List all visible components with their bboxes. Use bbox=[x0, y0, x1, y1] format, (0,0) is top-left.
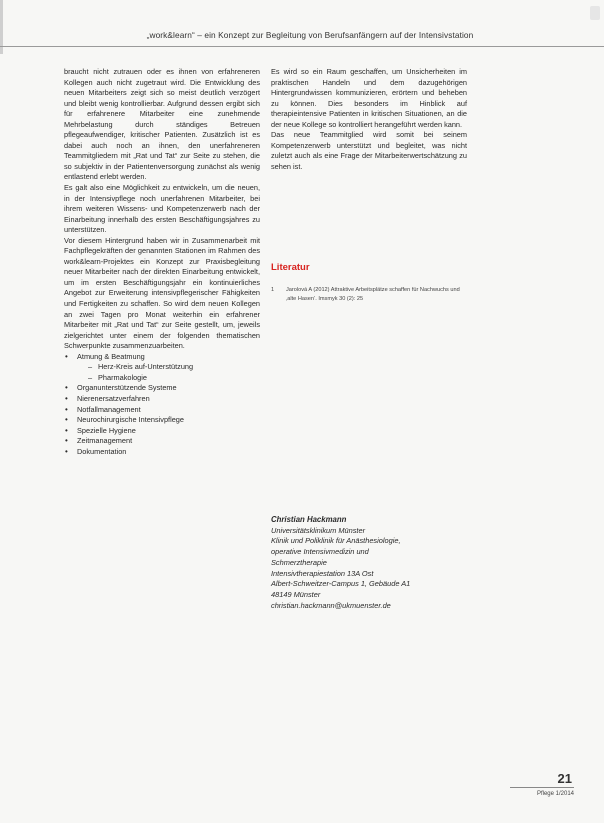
list-item bbox=[64, 352, 260, 384]
author-affiliation-line: Intensivtherapiestation 13A Ost bbox=[271, 568, 374, 578]
left-column bbox=[64, 67, 260, 457]
left-paragraph-1: braucht nicht zutrauen oder es ihnen von erfahreneren Kollegen auch nicht zugetraut wird. Die Entwicklung des neuen Mitarbeiters zeigt sich so meist deutlich verzögert und bleibt wenig kontrollierbar. Aufgrund dessen ergibt sich für erfahrenere Mitarbeiter eine zunehmende Mehrbelastung durch ständiges Betreuen pflegeaufwendiger, kritischer Patienten. Zusätzlich ist es dabei auch noch an ihnen, den unerfahreneren Teammitgliedern mit „Rat und Tat“ zur Seite zu stehen, die so subjektiv in der Patientenversorgung zunächst als wenig entlastend erlebt werden. bbox=[64, 67, 260, 182]
list-item: • Neurochirurgische Intensivpflege bbox=[64, 415, 260, 426]
author-affiliation-line: operative Intensivmedizin und bbox=[271, 547, 369, 557]
topic-list bbox=[64, 352, 260, 457]
author-affiliation-line: Klinik und Poliklinik für Anästhesiologie, bbox=[271, 536, 401, 546]
right-paragraph-1: Es wird so ein Raum geschaffen, um Unsicherheiten im praktischen Handeln und dem dazugehörigen Hintergrundwissen kommunizieren, erörtern und beheben zu können. Dies besonders im Hinblick auf therapieintensive Patienten in kritischen Situationen, an die der neue Kollege so kontrolliert herangeführt werden kann. bbox=[271, 67, 467, 129]
right-column bbox=[271, 67, 467, 172]
reference-number: 1 bbox=[271, 287, 275, 293]
sub-list-item: – Herz-Kreis auf-Unterstützung bbox=[77, 362, 260, 373]
author-address-line: Albert-Schweitzer-Campus 1, Gebäude A1 bbox=[271, 579, 411, 589]
sub-list bbox=[77, 362, 260, 383]
left-paragraph-2: Es galt also eine Möglichkeit zu entwickeln, um die neuen, in der Intensivpflege noch unerfahrenen Mitarbeiter, bei ihrem weiteren Wissens- und Kompetenzerwerb nach der Einarbeitung innerhalb des ersten Beschäftigungsjahres zu unterstützen. bbox=[64, 183, 260, 235]
author-block bbox=[271, 515, 481, 611]
reference-text: Jarolová A (2012) Attraktive Arbeitsplätze schaffen für Nachwuchs und ‚alte Hasen‘. Imsmyk 30 (2): 25 bbox=[286, 287, 460, 302]
page-number-rule bbox=[510, 787, 574, 788]
author-address-line: 48149 Münster bbox=[271, 589, 321, 599]
scan-corner-mark bbox=[590, 6, 600, 20]
author-affiliation-line: Universitätsklinikum Münster bbox=[271, 525, 366, 535]
list-item: • Zeitmanagement bbox=[64, 436, 260, 447]
list-item-label: Atmung & Beatmung bbox=[77, 351, 145, 361]
right-paragraph-2: Das neue Teammitglied wird somit bei seinem Kompetenzerwerb unterstützt und begleitet, was nicht zuletzt auch als eine Frage der Mitarbeiterwertschätzung zu sehen ist. bbox=[271, 130, 467, 171]
header-rule bbox=[0, 46, 604, 47]
literature-heading: Literatur bbox=[271, 262, 310, 273]
author-email[interactable]: christian.hackmann@ukmuenster.de bbox=[271, 600, 391, 610]
list-item: • Notfallmanagement bbox=[64, 405, 260, 416]
author-affiliation-line: Schmerztherapie bbox=[271, 557, 327, 567]
list-item: • Nierenersatzverfahren bbox=[64, 394, 260, 405]
journal-issue: Pflege 1/2014 bbox=[536, 791, 574, 797]
sub-list-item: – Pharmakologie bbox=[77, 373, 260, 384]
page-number: 21 bbox=[557, 771, 572, 786]
literature-reference bbox=[271, 286, 471, 303]
list-item: • Organunterstützende Systeme bbox=[64, 383, 260, 394]
running-header: „work&learn“ – ein Konzept zur Begleitung von Berufsanfängern auf der Intensivstation bbox=[146, 30, 474, 40]
left-paragraph-3: Vor diesem Hintergrund haben wir in Zusammenarbeit mit Fachpflegekräften der genannten Stationen im Rahmen des work&learn-Projektes ein Konzept zur Praxisbegleitung neuer Mitarbeiter nach der direkten Einarbeitung entwickelt, um im ersten Beschäftigungsjahr ein kontinuierliches Angebot zur Erweiterung intensivpflegerischer Fähigkeiten und Fertigkeiten zu schaffen. So wird dem neuen Kollegen an zwei Tagen pro Monat weiterhin ein erfahrener Mitarbeiter mit „Rat und Tat“ zur Seite gestellt, um, jeweils zielgerichtet unter einem der folgenden thematischen Schwerpunkte zusammenzuarbeiten. bbox=[64, 235, 260, 351]
author-name: Christian Hackmann bbox=[271, 515, 347, 524]
list-item: • Dokumentation bbox=[64, 447, 260, 458]
list-item: • Spezielle Hygiene bbox=[64, 426, 260, 437]
